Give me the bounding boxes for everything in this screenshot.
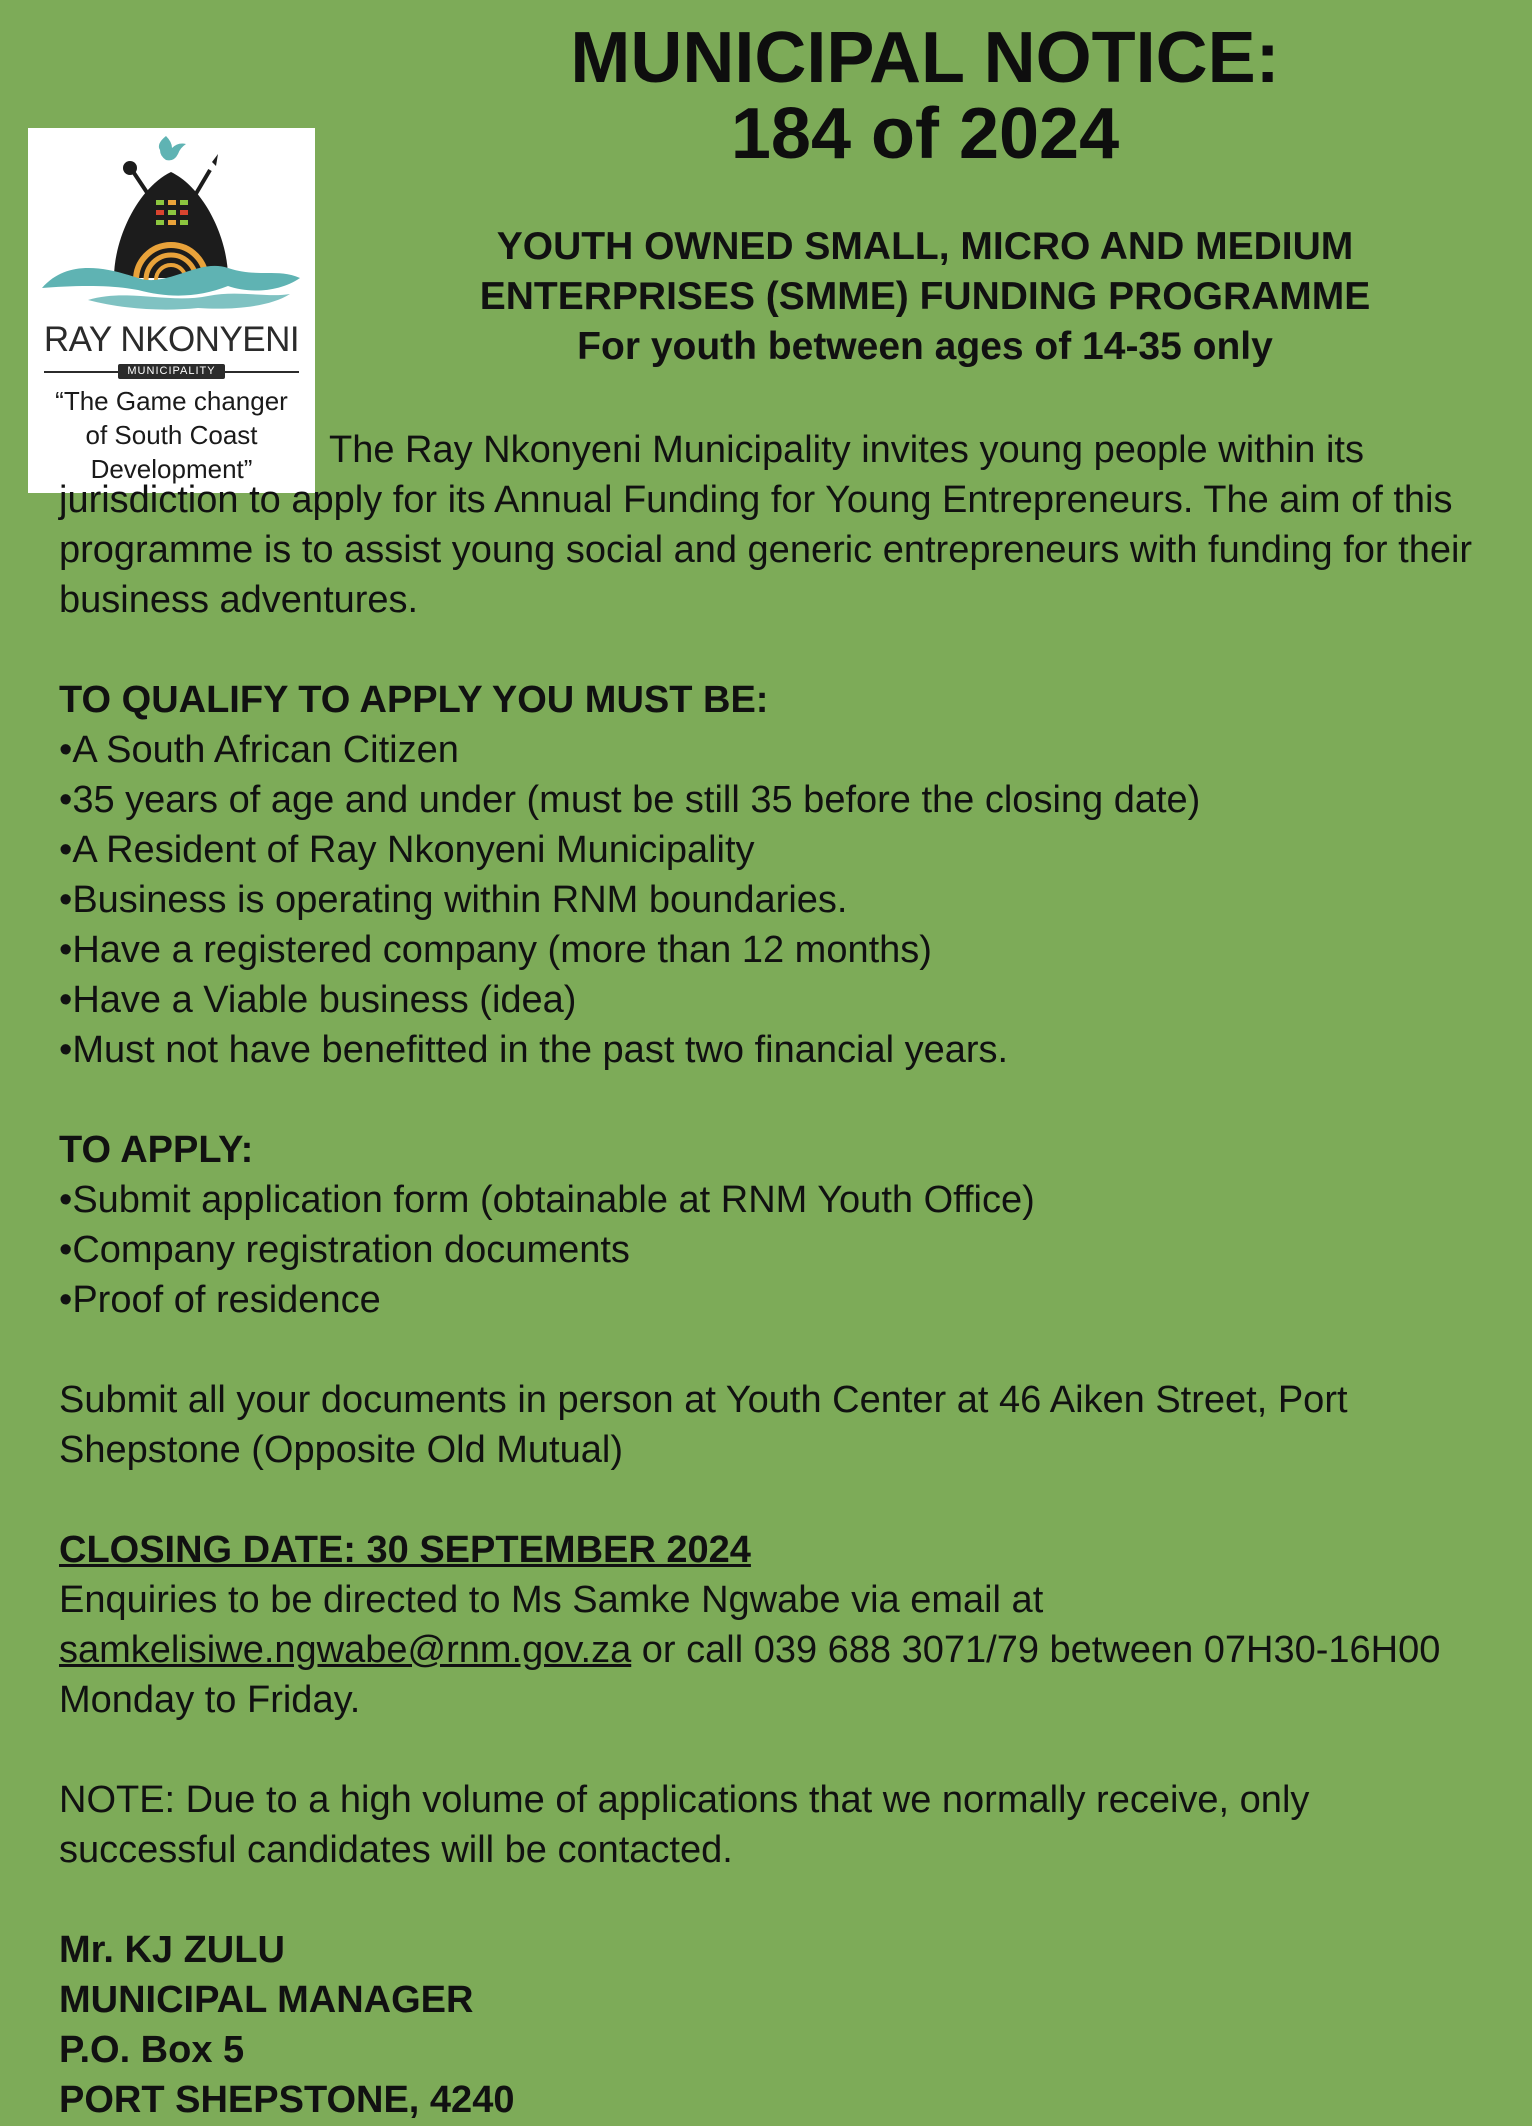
closing-date: CLOSING DATE: 30 SEPTEMBER 2024 [59,1529,751,1571]
list-item: • A South African Citizen [59,725,1479,775]
list-item: • Business is operating within RNM boundaries. [59,875,1479,925]
notice-body [59,425,1479,2125]
list-item: • Must not have benefitted in the past two financial years. [59,1025,1479,1075]
postal-box: P.O. Box 5 [59,2029,245,2071]
email-link[interactable]: samkelisiwe.ngwabe@rnm.gov.za [59,1629,632,1671]
list-item: • 35 years of age and under (must be still 35 before the closing date) [59,775,1479,825]
signature-block [59,1925,1479,2125]
qualify-heading: TO QUALIFY TO APPLY YOU MUST BE: [59,679,769,721]
list-item: • Company registration documents [59,1225,1479,1275]
list-item: • Have a Viable business (idea) [59,975,1479,1025]
tagline-line1: “The Game changer [55,386,288,416]
notice-title-line2: 184 of 2024 [730,94,1120,174]
notice-title-line1: MUNICIPAL NOTICE: [570,18,1280,98]
list-item: • A Resident of Ray Nkonyeni Municipality [59,825,1479,875]
intro-paragraph: The Ray Nkonyeni Municipality invites young people within its jurisdiction to apply for its Annual Funding for Young Entrepreneurs. The aim of this programme is to assist young social and generic entrepreneurs with funding for their business adventures. [59,429,1473,621]
submit-instructions: Submit all your documents in person at Youth Center at 46 Aiken Street, Port Shepstone (Opposite Old Mutual) [59,1379,1348,1471]
subtitle-line2: ENTERPRISES (SMME) FUNDING PROGRAMME [479,275,1371,318]
enquiries-paragraph [59,1575,1479,1725]
logo-name: RAY NKONYENI [43,320,300,359]
notice-subtitle [330,222,1520,372]
subtitle-line1: YOUTH OWNED SMALL, MICRO AND MEDIUM [496,225,1354,268]
subtitle-line3: For youth between ages of 14-35 only [577,325,1273,368]
list-item: • Have a registered company (more than 12 months) [59,925,1479,975]
enquiries-suffix: or call 039 688 3071/79 between 07H30-16H00 Monday to Friday. [59,1629,1441,1721]
tagline-line3: Development” [90,454,253,484]
list-item: • Proof of residence [59,1275,1479,1325]
notice-title [330,20,1520,172]
logo-emblem-icon [28,128,315,318]
list-item: • Submit application form (obtainable at RNM Youth Office) [59,1175,1479,1225]
signatory-role: MUNICIPAL MANAGER [59,1979,474,2021]
apply-heading: TO APPLY: [59,1129,254,1171]
qualify-list [59,725,1479,1075]
signatory-name: Mr. KJ ZULU [59,1929,285,1971]
enquiries-prefix: Enquiries to be directed to Ms Samke Ngwabe via email at [59,1579,1044,1621]
tagline-line2: of South Coast [85,420,258,450]
logo-subtitle: MUNICIPALITY [118,364,225,379]
apply-list [59,1175,1479,1325]
note-paragraph: NOTE: Due to a high volume of applications that we normally receive, only successful candidates will be contacted. [59,1779,1310,1871]
postal-city: PORT SHEPSTONE, 4240 [59,2079,515,2121]
